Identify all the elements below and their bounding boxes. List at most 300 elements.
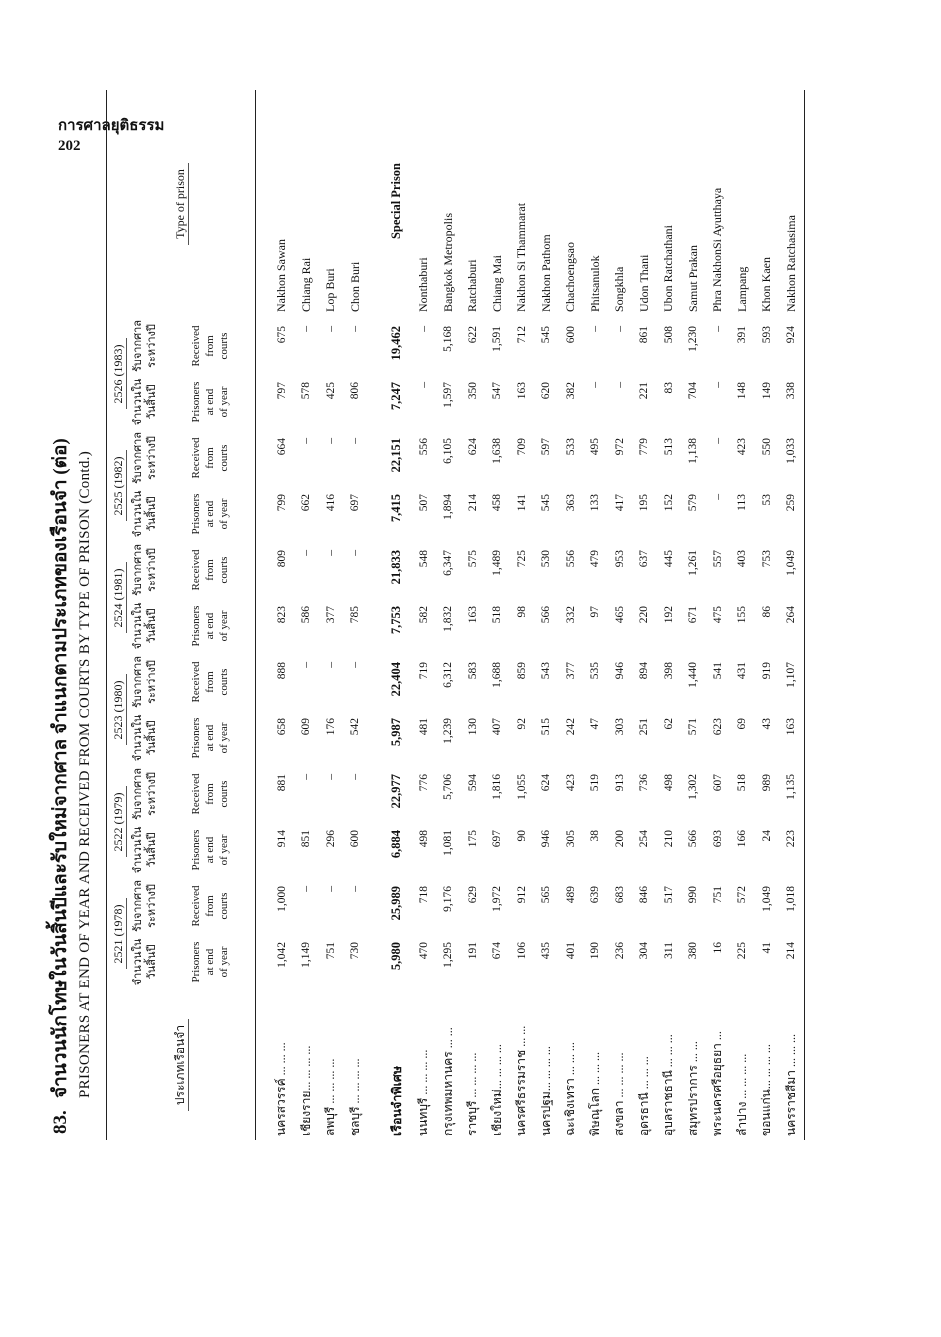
cell-end-of-year: 578 — [300, 382, 313, 400]
cell-received: 391 — [736, 326, 749, 344]
cell-received: 21,833 — [389, 550, 403, 585]
cell-end-of-year: 141 — [515, 494, 528, 512]
cell-end-of-year: 579 — [687, 494, 700, 512]
prison-name-thai: เชียงราย... ... ... ... — [298, 1045, 313, 1136]
page-number: 202 — [58, 138, 81, 154]
cell-received: 809 — [275, 550, 288, 568]
cell-end-of-year: 192 — [662, 606, 675, 624]
year-header: 2521 (1978) — [107, 878, 131, 990]
col-header-end-of-year: จำนวนในวันสิ้นปี Prisoners at end of year — [131, 826, 230, 874]
cell-end-of-year: 264 — [785, 606, 798, 624]
cell-end-of-year: 730 — [349, 942, 362, 960]
cell-received: – — [613, 326, 626, 332]
cell-received: 498 — [662, 774, 675, 792]
prison-name-thai: ขอนแก่น... ... ... ... — [759, 1044, 774, 1136]
cell-received: 859 — [515, 662, 528, 680]
header-thai: การศาลยุติธรรม — [58, 118, 165, 134]
cell-end-of-year: 5,987 — [389, 718, 403, 747]
cell-received: 753 — [760, 550, 773, 568]
cell-end-of-year: 697 — [349, 494, 362, 512]
cell-received: 1,302 — [687, 774, 700, 800]
cell-received: – — [349, 326, 362, 332]
cell-end-of-year: 338 — [785, 382, 798, 400]
cell-end-of-year: 62 — [662, 718, 675, 730]
cell-end-of-year: 254 — [638, 830, 651, 848]
cell-received: – — [349, 886, 362, 892]
cell-received: – — [589, 326, 602, 332]
prison-name-thai: สมุทรปราการ ... ... — [685, 1041, 700, 1136]
cell-received: 565 — [540, 886, 553, 904]
cell-end-of-year: 5,980 — [389, 942, 403, 971]
title-thai-text: จำนวนนักโทษในวันสิ้นปีและรับใหม่จากศาล จำแนกตามประเภทของเรือนจำ (ต่อ) — [50, 438, 71, 1098]
cell-received: 593 — [760, 326, 773, 344]
cell-end-of-year: 797 — [275, 382, 288, 400]
prison-name-english: Khon Kaen — [759, 257, 774, 312]
cell-received: 519 — [589, 774, 602, 792]
table-row — [608, 90, 633, 1140]
prison-name-english: Chiang Rai — [298, 257, 313, 312]
cell-received: 423 — [564, 774, 577, 792]
cell-received: 624 — [466, 438, 479, 456]
prison-name-english: Chon Buri — [347, 261, 362, 312]
cell-end-of-year: 1,042 — [275, 942, 288, 968]
cell-end-of-year: 7,753 — [389, 606, 403, 635]
cell-end-of-year: 914 — [275, 830, 288, 848]
prison-name-english: Nakhon Pathom — [538, 234, 553, 312]
cell-received: 495 — [589, 438, 602, 456]
year-header: 2525 (1982) — [107, 430, 131, 542]
cell-received: 1,135 — [785, 774, 798, 800]
spacer-row — [368, 90, 382, 1140]
cell-received: 445 — [662, 550, 675, 568]
cell-received: 624 — [540, 774, 553, 792]
prison-name-thai: นครสวรรค์ ... ... ... — [274, 1042, 289, 1136]
cell-received: 725 — [515, 550, 528, 568]
cell-end-of-year: 296 — [324, 830, 337, 848]
cell-received: 990 — [687, 886, 700, 904]
cell-end-of-year: 92 — [515, 718, 528, 730]
cell-received: 513 — [662, 438, 675, 456]
table-row — [510, 90, 535, 1140]
table-row — [485, 90, 510, 1140]
cell-received: 683 — [613, 886, 626, 904]
year-header-row — [107, 90, 131, 1140]
cell-received: 736 — [638, 774, 651, 792]
cell-received: 779 — [638, 438, 651, 456]
table-row — [461, 90, 486, 1140]
cell-received: – — [324, 438, 337, 444]
cell-end-of-year: 518 — [491, 606, 504, 624]
cell-end-of-year: 1,295 — [442, 942, 455, 968]
cell-end-of-year: 47 — [589, 718, 602, 730]
cell-received: 881 — [275, 774, 288, 792]
table-row — [730, 90, 755, 1140]
col-header-end-of-year: จำนวนในวันสิ้นปี Prisoners at end of year — [131, 714, 230, 762]
table-row — [657, 90, 682, 1140]
rotated-table-page — [48, 90, 858, 1140]
cell-end-of-year: 155 — [736, 606, 749, 624]
cell-end-of-year: 1,149 — [300, 942, 313, 968]
cell-end-of-year: 799 — [275, 494, 288, 512]
cell-received: 1,261 — [687, 550, 700, 576]
cell-received: 22,404 — [389, 662, 403, 697]
table-title-english: PRISONERS AT END OF YEAR AND RECEIVED FROM COURTS BY TYPE OF PRISON (Contd.) — [77, 451, 93, 1098]
cell-received: 675 — [275, 326, 288, 344]
cell-end-of-year: 53 — [760, 494, 773, 506]
cell-end-of-year: 163 — [785, 718, 798, 736]
prison-name-english: Nonthaburi — [416, 257, 431, 312]
cell-received: 377 — [564, 662, 577, 680]
cell-received: 543 — [540, 662, 553, 680]
cell-received: – — [300, 774, 313, 780]
year-header: 2523 (1980) — [107, 654, 131, 766]
cell-received: – — [417, 326, 430, 332]
cell-received: 22,977 — [389, 774, 403, 809]
cell-end-of-year: 1,832 — [442, 606, 455, 632]
cell-end-of-year: 1,239 — [442, 718, 455, 744]
table-row — [755, 90, 780, 1140]
cell-end-of-year: 363 — [564, 494, 577, 512]
cell-end-of-year: 221 — [638, 382, 651, 400]
cell-received: 548 — [417, 550, 430, 568]
cell-end-of-year: 130 — [466, 718, 479, 736]
cell-received: 550 — [760, 438, 773, 456]
table-row — [319, 90, 344, 1140]
cell-received: 556 — [564, 550, 577, 568]
cell-end-of-year: 566 — [687, 830, 700, 848]
cell-received: – — [300, 886, 313, 892]
prison-name-thai: อุดรธานี ... ... ... — [636, 1056, 651, 1136]
cell-end-of-year: 658 — [275, 718, 288, 736]
cell-received: 572 — [736, 886, 749, 904]
cell-end-of-year: 470 — [417, 942, 430, 960]
prison-name-thai: พิษณุโลก ... ... ... — [587, 1051, 602, 1136]
cell-end-of-year: 547 — [491, 382, 504, 400]
cell-end-of-year: 133 — [589, 494, 602, 512]
table-title-thai — [48, 90, 74, 1134]
cell-end-of-year: 582 — [417, 606, 430, 624]
cell-end-of-year: 806 — [349, 382, 362, 400]
prison-name-thai: สงขลา ... ... ... ... — [612, 1052, 627, 1136]
cell-received: 6,347 — [442, 550, 455, 576]
cell-end-of-year: 97 — [589, 606, 602, 618]
prison-name-english: Samut Prakan — [685, 245, 700, 312]
cell-received: – — [300, 326, 313, 332]
cell-end-of-year: 458 — [491, 494, 504, 512]
cell-end-of-year: 566 — [540, 606, 553, 624]
cell-received: 989 — [760, 774, 773, 792]
cell-end-of-year: 251 — [638, 718, 651, 736]
cell-end-of-year: 98 — [515, 606, 528, 618]
col-header-received: รับจากศาลระหว่างปี Received from courts — [131, 319, 230, 373]
section-row-special-prison — [382, 90, 412, 1140]
cell-received: 1,591 — [491, 326, 504, 352]
prison-name-english: Phra NakhonSi Ayutthaya — [710, 187, 725, 312]
cell-end-of-year: 751 — [324, 942, 337, 960]
cell-end-of-year: 304 — [638, 942, 651, 960]
cell-received: 913 — [613, 774, 626, 792]
cell-received: 5,168 — [442, 326, 455, 352]
table-row — [583, 90, 608, 1140]
cell-received: – — [324, 774, 337, 780]
thai-type-header: ประเภทเรือนจำ — [107, 990, 256, 1140]
cell-end-of-year: 220 — [638, 606, 651, 624]
prison-name-english: Chiang Mai — [489, 255, 504, 312]
cell-end-of-year: 662 — [300, 494, 313, 512]
table-row — [559, 90, 584, 1140]
cell-received: 489 — [564, 886, 577, 904]
col-header-end-of-year: จำนวนในวันสิ้นปี Prisoners at end of year — [131, 378, 230, 426]
cell-end-of-year: 498 — [417, 830, 430, 848]
cell-received: 517 — [662, 886, 675, 904]
cell-end-of-year: 113 — [736, 494, 749, 511]
spacer-row — [255, 90, 270, 1140]
cell-received: 1,230 — [687, 326, 700, 352]
cell-received: 1,138 — [687, 438, 700, 464]
cell-end-of-year: 542 — [349, 718, 362, 736]
cell-end-of-year: 191 — [466, 942, 479, 960]
cell-received: 530 — [540, 550, 553, 568]
cell-end-of-year: 83 — [662, 382, 675, 394]
cell-end-of-year: 225 — [736, 942, 749, 960]
cell-end-of-year: 305 — [564, 830, 577, 848]
cell-end-of-year: 166 — [736, 830, 749, 848]
prison-name-english: Special Prison — [389, 162, 403, 240]
prison-name-thai: นนทบุรี ... ... ... ... — [416, 1049, 431, 1136]
cell-received: 556 — [417, 438, 430, 456]
table-row — [294, 90, 319, 1140]
prison-name-thai: อุบลราชธานี ... ... ... — [661, 1034, 676, 1136]
cell-end-of-year: 600 — [349, 830, 362, 848]
cell-received: 953 — [613, 550, 626, 568]
cell-received: 600 — [564, 326, 577, 344]
col-header-end-of-year: จำนวนในวันสิ้นปี Prisoners at end of year — [131, 938, 230, 986]
prison-name-thai: ลพบุรี ... ... ... ... — [323, 1058, 338, 1136]
cell-received: 22,151 — [389, 438, 403, 473]
cell-received: 1,688 — [491, 662, 504, 688]
year-header: 2526 (1983) — [107, 318, 131, 430]
cell-end-of-year: 693 — [711, 830, 724, 848]
cell-end-of-year: 380 — [687, 942, 700, 960]
prison-name-english: Nakhon Ratchasima — [783, 215, 798, 312]
table-row — [681, 90, 706, 1140]
prison-name-english: Lop Buri — [323, 268, 338, 312]
prison-name-english: Ratchaburi — [465, 259, 480, 312]
cell-received: 1,055 — [515, 774, 528, 800]
cell-received: 637 — [638, 550, 651, 568]
table-number: 83. — [50, 1110, 71, 1134]
cell-end-of-year: 24 — [760, 830, 773, 842]
table-row — [436, 90, 461, 1140]
cell-received: 19,462 — [389, 326, 403, 361]
cell-end-of-year: 697 — [491, 830, 504, 848]
cell-end-of-year: 242 — [564, 718, 577, 736]
prison-name-english: Udon Thani — [636, 254, 651, 312]
cell-end-of-year: 190 — [589, 942, 602, 960]
col-header-received: รับจากศาลระหว่างปี Received from courts — [131, 655, 230, 709]
cell-received: 479 — [589, 550, 602, 568]
year-header: 2524 (1981) — [107, 542, 131, 654]
year-header: 2522 (1979) — [107, 766, 131, 878]
cell-received: 751 — [711, 886, 724, 904]
cell-received: 9,176 — [442, 886, 455, 912]
cell-end-of-year: 515 — [540, 718, 553, 736]
cell-received: 664 — [275, 438, 288, 456]
cell-received: 1,033 — [785, 438, 798, 464]
cell-received: 894 — [638, 662, 651, 680]
cell-received: 6,312 — [442, 662, 455, 688]
cell-received: 545 — [540, 326, 553, 344]
cell-received: 846 — [638, 886, 651, 904]
cell-received: 535 — [589, 662, 602, 680]
cell-end-of-year: 236 — [613, 942, 626, 960]
cell-received: – — [711, 438, 724, 444]
cell-received: 776 — [417, 774, 430, 792]
prison-name-english: Phitsanulok — [587, 255, 602, 312]
prison-name-english: Lampang — [734, 266, 749, 312]
cell-received: 423 — [736, 438, 749, 456]
cell-received: 518 — [736, 774, 749, 792]
cell-end-of-year: 90 — [515, 830, 528, 842]
prison-name-english: Songkhla — [612, 266, 627, 312]
cell-received: 5,706 — [442, 774, 455, 800]
table-row — [270, 90, 295, 1140]
cell-received: 1,049 — [760, 886, 773, 912]
prison-name-english: Chachoengsao — [563, 242, 578, 312]
cell-end-of-year: 674 — [491, 942, 504, 960]
cell-received: 594 — [466, 774, 479, 792]
table-row — [412, 90, 437, 1140]
table-row — [632, 90, 657, 1140]
cell-received: – — [349, 774, 362, 780]
cell-end-of-year: 407 — [491, 718, 504, 736]
cell-end-of-year: 223 — [785, 830, 798, 848]
col-header-end-of-year: จำนวนในวันสิ้นปี Prisoners at end of year — [131, 602, 230, 650]
cell-received: 1,816 — [491, 774, 504, 800]
cell-end-of-year: 1,597 — [442, 382, 455, 408]
cell-received: – — [711, 326, 724, 332]
cell-end-of-year: 851 — [300, 830, 313, 848]
cell-received: – — [324, 326, 337, 332]
cell-received: 861 — [638, 326, 651, 344]
cell-received: 712 — [515, 326, 528, 344]
cell-received: 629 — [466, 886, 479, 904]
cell-received: – — [300, 550, 313, 556]
prison-name-thai: ชลบุรี ... ... ... ... — [347, 1058, 362, 1136]
cell-end-of-year: 417 — [613, 494, 626, 512]
cell-end-of-year: 148 — [736, 382, 749, 400]
cell-received: – — [324, 550, 337, 556]
cell-received: 597 — [540, 438, 553, 456]
col-header-received: รับจากศาลระหว่างปี Received from courts — [131, 767, 230, 821]
cell-end-of-year: 475 — [711, 606, 724, 624]
cell-received: – — [349, 438, 362, 444]
cell-end-of-year: – — [711, 382, 724, 388]
cell-end-of-year: 38 — [589, 830, 602, 842]
cell-end-of-year: 350 — [466, 382, 479, 400]
cell-received: 1,638 — [491, 438, 504, 464]
cell-end-of-year: 1,894 — [442, 494, 455, 520]
prisoners-table — [106, 90, 805, 1140]
cell-received: 1,107 — [785, 662, 798, 688]
cell-end-of-year: 210 — [662, 830, 675, 848]
cell-end-of-year: 106 — [515, 942, 528, 960]
cell-received: 575 — [466, 550, 479, 568]
prison-name-thai: ราชบุรี ... ... ... ... — [465, 1052, 480, 1136]
table-body — [255, 90, 804, 1140]
prison-name-thai: นครศรีธรรมราช ... ... — [514, 1025, 529, 1136]
cell-end-of-year: 214 — [466, 494, 479, 512]
cell-end-of-year: 214 — [785, 942, 798, 960]
cell-received: 912 — [515, 886, 528, 904]
cell-received: – — [300, 662, 313, 668]
cell-end-of-year: 609 — [300, 718, 313, 736]
cell-end-of-year: 175 — [466, 830, 479, 848]
cell-end-of-year: 465 — [613, 606, 626, 624]
prison-name-english: Ubon Ratchathani — [661, 225, 676, 312]
prison-name-english: Nakhon Sawan — [274, 239, 289, 312]
cell-end-of-year: 163 — [466, 606, 479, 624]
cell-end-of-year: 946 — [540, 830, 553, 848]
cell-end-of-year: 86 — [760, 606, 773, 618]
cell-received: 1,000 — [275, 886, 288, 912]
table-row — [534, 90, 559, 1140]
cell-end-of-year: 785 — [349, 606, 362, 624]
cell-received: – — [324, 886, 337, 892]
cell-received: 1,440 — [687, 662, 700, 688]
cell-received: 403 — [736, 550, 749, 568]
cell-end-of-year: 7,247 — [389, 382, 403, 411]
cell-end-of-year: 382 — [564, 382, 577, 400]
cell-end-of-year: 586 — [300, 606, 313, 624]
cell-received: 946 — [613, 662, 626, 680]
prison-name-thai: ฉะเชิงเทรา ... ... ... — [563, 1042, 578, 1136]
cell-end-of-year: 704 — [687, 382, 700, 400]
col-header-end-of-year: จำนวนในวันสิ้นปี Prisoners at end of year — [131, 490, 230, 538]
cell-received: 557 — [711, 550, 724, 568]
table-row — [706, 90, 731, 1140]
table-row — [343, 90, 368, 1140]
cell-received: 709 — [515, 438, 528, 456]
cell-end-of-year: 69 — [736, 718, 749, 730]
cell-end-of-year: 545 — [540, 494, 553, 512]
cell-received: 541 — [711, 662, 724, 680]
cell-end-of-year: 149 — [760, 382, 773, 400]
table-row — [779, 90, 804, 1140]
cell-received: 431 — [736, 662, 749, 680]
prison-name-thai: พระนครศรีอยุธยา ... — [710, 1031, 725, 1136]
cell-end-of-year: 163 — [515, 382, 528, 400]
cell-end-of-year: 176 — [324, 718, 337, 736]
cell-end-of-year: – — [613, 382, 626, 388]
cell-received: – — [324, 662, 337, 668]
cell-end-of-year: 303 — [613, 718, 626, 736]
cell-end-of-year: 41 — [760, 942, 773, 954]
cell-received: 533 — [564, 438, 577, 456]
cell-received: 718 — [417, 886, 430, 904]
cell-received: 1,489 — [491, 550, 504, 576]
prison-name-thai: นครราชสีมา ... ... ... — [783, 1034, 798, 1136]
cell-received: 583 — [466, 662, 479, 680]
cell-end-of-year: 620 — [540, 382, 553, 400]
cell-received: 25,989 — [389, 886, 403, 921]
prison-name-english: Bangkok Metropolis — [440, 213, 455, 312]
cell-received: 622 — [466, 326, 479, 344]
cell-received: – — [349, 662, 362, 668]
cell-received: 639 — [589, 886, 602, 904]
prison-name-thai: เรือนจำพิเศษ — [389, 1065, 404, 1136]
col-header-received: รับจากศาลระหว่างปี Received from courts — [131, 879, 230, 933]
